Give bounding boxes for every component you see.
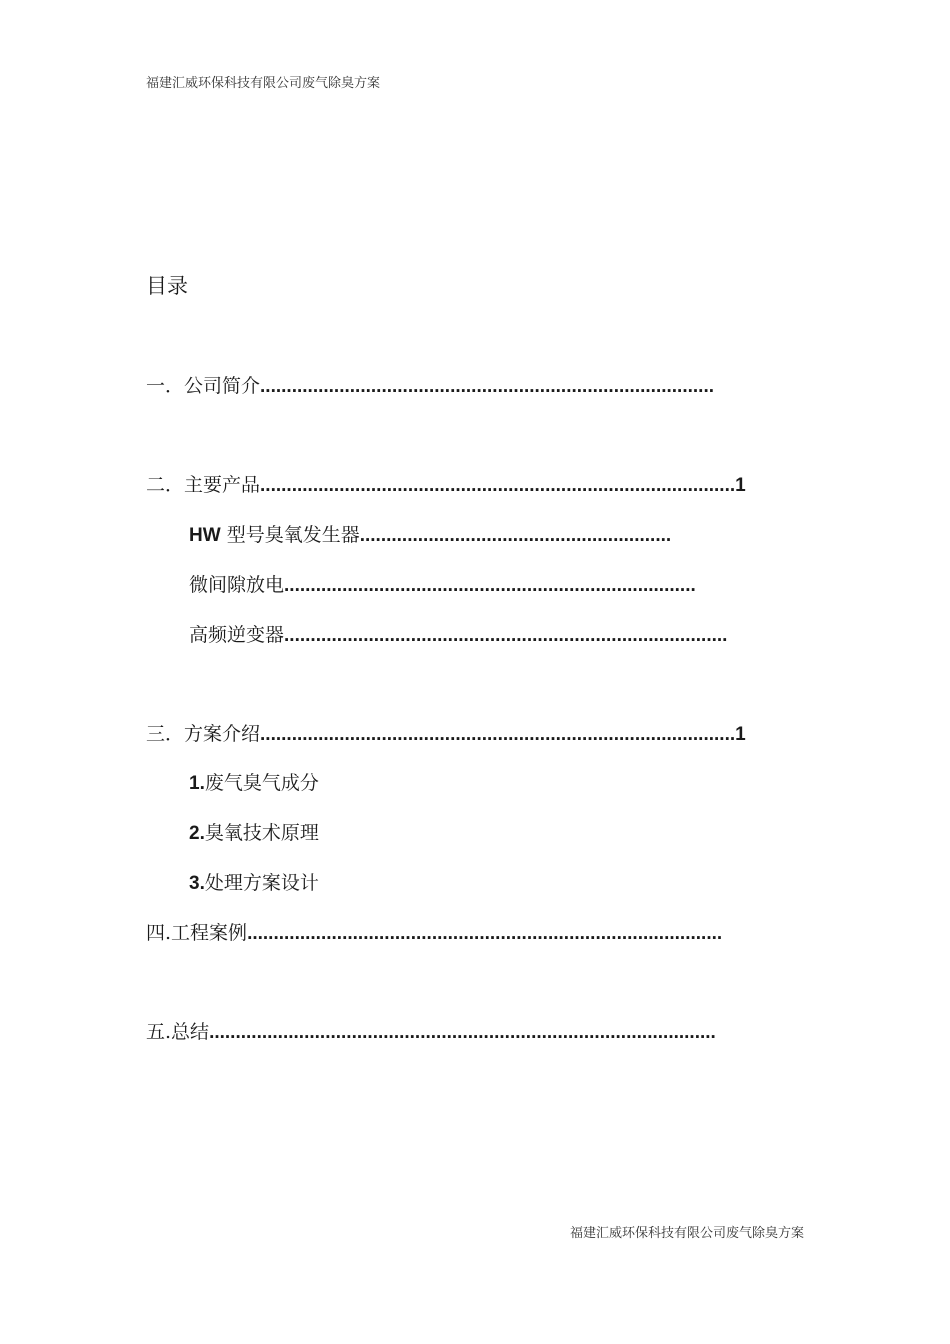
toc-entry-project-cases[interactable] [146,918,722,949]
toc-page-number: 1 [735,724,746,745]
toc-entry-summary[interactable] [146,1017,716,1048]
toc-leader-dots: .......................................................................................... [247,923,723,944]
toc-entry-treatment-design[interactable] [189,868,319,899]
toc-entry-ozone-principle[interactable] [189,818,319,849]
toc-entry-label: 微间隙放电 [189,574,285,596]
toc-entry-label: 方案介绍 [184,723,261,745]
page-footer: 福建汇威环保科技有限公司废气除臭方案 [569,1226,804,1241]
toc-entry-label: 高频逆变器 [189,624,285,646]
toc-entry-label: 臭氧技术原理 [204,822,319,844]
toc-entry-prefix: HW [189,525,221,546]
toc-entry-label: 公司简介 [184,375,261,397]
toc-entry-prefix: 二． [146,474,185,496]
toc-entry-label: 主要产品 [184,474,261,496]
toc-title: 目录 [146,274,188,298]
toc-entry-label: 型号臭氧发生器 [220,524,360,546]
toc-entry-hf-inverter[interactable] [189,620,727,651]
toc-entry-prefix: 2. [189,823,205,844]
toc-entry-hw-ozone-generator[interactable] [189,520,671,551]
toc-entry-main-products[interactable] [146,470,746,501]
toc-entry-label: 处理方案设计 [204,872,319,894]
page-header: 福建汇威环保科技有限公司废气除臭方案 [146,76,381,91]
toc-entry-prefix: 3. [189,873,205,894]
toc-leader-dots: ........................................................... [359,525,672,546]
toc-leader-dots: .......................................................................................... [260,475,736,496]
toc-leader-dots: .......................................................................................... [260,724,736,745]
toc-entry-micro-gap-discharge[interactable] [189,570,696,601]
toc-leader-dots: ...................................................................................... [260,376,715,397]
toc-entry-prefix: 三． [146,723,185,745]
toc-entry-prefix: 1. [189,773,205,794]
toc-entry-company-intro[interactable] [146,371,714,402]
toc-entry-prefix: 一． [146,375,185,397]
toc-entry-odor-components[interactable] [189,768,319,799]
toc-leader-dots: .............................................................................. [284,575,696,596]
toc-leader-dots: ................................................................................................ [209,1022,716,1043]
toc-page-number: 1 [735,475,746,496]
toc-entry-label: 总结 [171,1021,210,1043]
toc-entry-label: 工程案例 [171,922,248,944]
toc-entry-label: 废气臭气成分 [204,772,319,794]
toc-leader-dots: .................................................................................... [284,625,728,646]
toc-entry-prefix: 五. [146,1021,172,1043]
toc-entry-prefix: 四. [146,922,172,944]
toc-entry-scheme-intro[interactable] [146,719,746,750]
